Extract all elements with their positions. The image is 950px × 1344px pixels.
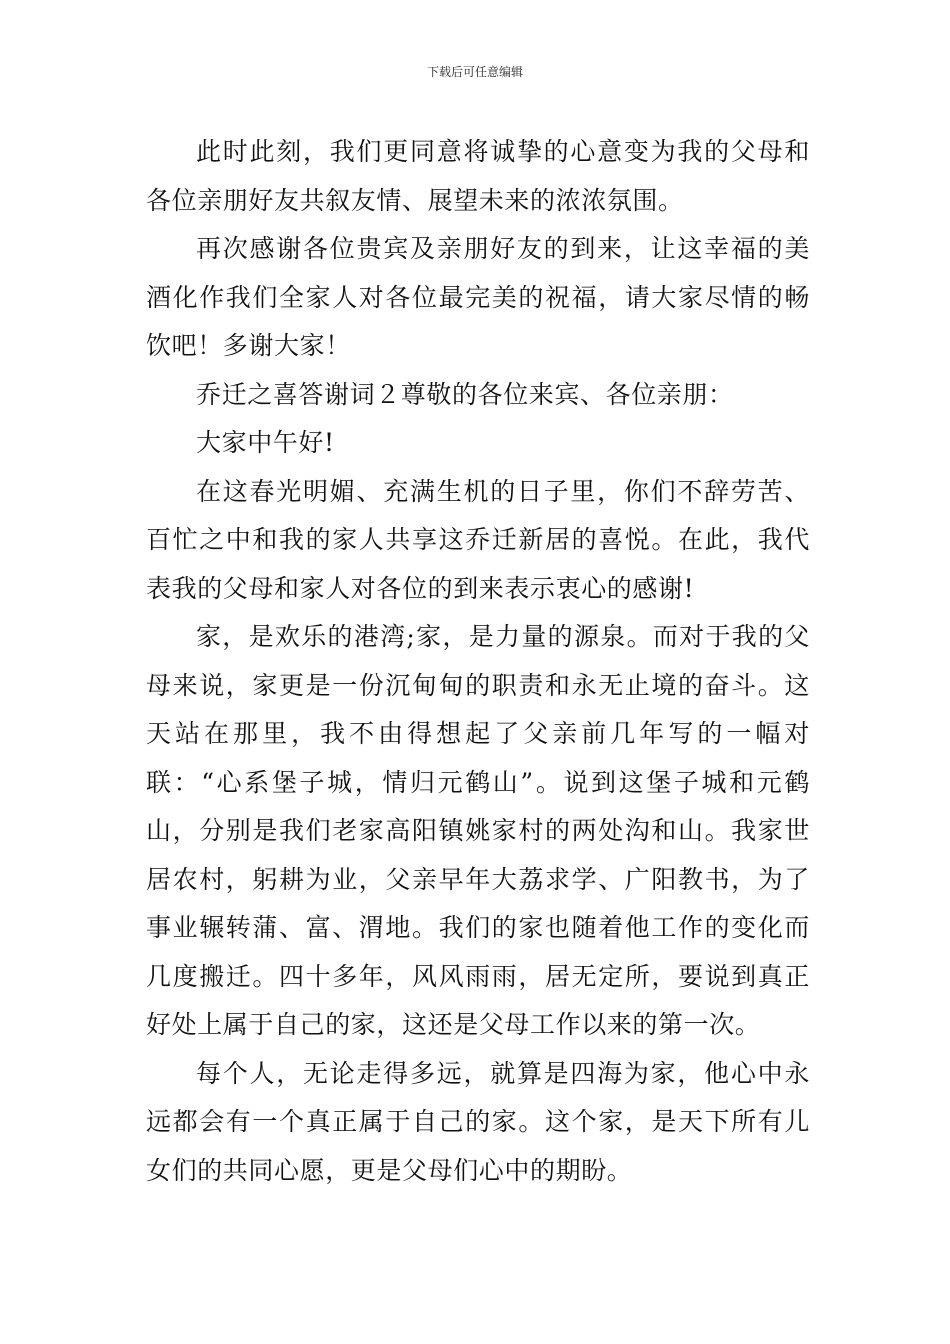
page-header: 下载后可任意编辑 bbox=[426, 65, 523, 79]
paragraph: 此时此刻，我们更同意将诚挚的心意变为我的父母和各位亲朋好友共叙友情、展望未来的浓浓氛围。 bbox=[146, 137, 810, 215]
paragraph: 在这春光明媚、充满生机的日子里，你们不辞劳苦、百忙之中和我的家人共享这乔迁新居的喜悦。在此，我代表我的父母和家人对各位的到来表示衷心的感谢! bbox=[146, 476, 810, 603]
paragraph: 再次感谢各位贵宾及亲朋好友的到来，让这幸福的美酒化作我们全家人对各位最完美的祝福，请大家尽情的畅饮吧！多谢大家！ bbox=[146, 234, 810, 360]
paragraph: 乔迁之喜答谢词２尊敬的各位来宾、各位亲朋： bbox=[196, 379, 734, 409]
paragraph: 大家中午好! bbox=[196, 428, 335, 457]
paragraph: 家，是欢乐的港湾;家，是力量的源泉。而对于我的父母来说，家更是一份沉甸甸的职责和永无止境的奋斗。这天站在那里，我不由得想起了父亲前几年写的一幅对联：“心系堡子城，情归元鹤山”。说到这堡子城和元鹤山，分别是我们老家高阳镇姚家村的两处沟和山。我家世居农村，躬耕为业，父亲早年大荔求学、广阳教书，为了事业辗转蒲、富、渭地。我们的家也随着他工作的变化而几度搬迁。四十多年，风风雨雨，居无定所，要说到真正好处上属于自己的家，这还是父母工作以来的第一次。 bbox=[146, 622, 810, 1039]
paragraph: 每个人，无论走得多远，就算是四海为家，他心中永远都会有一个真正属于自己的家。这个家，是天下所有儿女们的共同心愿，更是父母们心中的期盼。 bbox=[146, 1058, 810, 1185]
document-body bbox=[146, 128, 810, 1195]
